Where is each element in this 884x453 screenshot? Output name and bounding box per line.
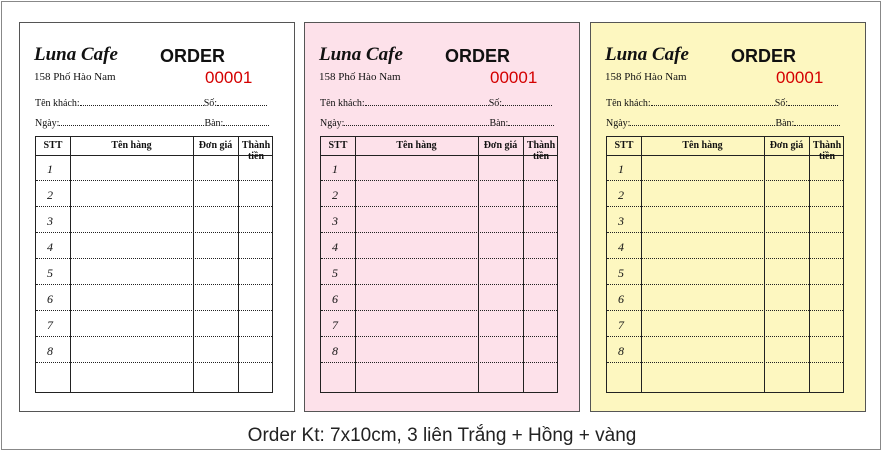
row-number: 7 [618,318,624,332]
row-number: 5 [618,266,624,280]
row-line [36,180,272,181]
row-line [607,206,843,207]
column-header: Thành tiền [241,140,271,162]
table-dots [794,116,840,126]
date-dots [344,116,489,126]
order-card-3 [590,22,866,412]
date-dots [630,116,775,126]
row-number: 8 [47,344,53,358]
row-line [607,284,843,285]
customer-field [320,96,552,109]
customer-field [606,96,838,109]
row-number: 3 [618,214,624,228]
row-line [321,310,557,311]
row-line [36,336,272,337]
no-label: Số: [488,98,503,109]
order-table [35,136,273,393]
column-header: Thành tiền [812,140,842,162]
order-title: ORDER [445,46,511,66]
customer-dots [80,96,204,106]
row-number: 4 [47,240,53,254]
row-number: 2 [618,188,624,202]
row-number: 8 [618,344,624,358]
row-line [36,284,272,285]
column-header: Tên hàng [682,140,723,151]
date-dots [59,116,204,126]
no-label: Số: [774,98,789,109]
date-field [35,116,269,129]
row-line [607,310,843,311]
table-header [36,137,272,162]
column-divider [478,137,479,392]
column-divider [355,137,356,392]
date-label: Ngày: [606,118,631,129]
row-line [607,258,843,259]
column-header: Đơn giá [483,140,518,151]
order-title: ORDER [731,46,797,66]
customer-dots [651,96,775,106]
column-divider [193,137,194,392]
row-number: 1 [47,162,53,176]
column-header: Đơn giá [769,140,804,151]
column-header: Tên hàng [396,140,437,151]
table-header [607,137,843,162]
column-divider [523,137,524,392]
column-divider [641,137,642,392]
brand-name: Luna Cafe [605,44,689,65]
table-dots [223,116,269,126]
date-field [320,116,554,129]
row-number: 8 [332,344,338,358]
row-number: 3 [47,214,53,228]
caption: Order Kt: 7x10cm, 3 liên Trắng + Hồng + vàng [247,425,637,446]
no-label: Số: [203,98,218,109]
order-title: ORDER [160,46,226,66]
customer-label: Tên khách: [320,98,365,109]
column-header: STT [614,140,634,151]
order-table [606,136,844,393]
row-number: 5 [47,266,53,280]
customer-dots [365,96,489,106]
table-label: Bàn: [775,118,795,129]
row-number: 7 [332,318,338,332]
row-line [321,232,557,233]
brand-name: Luna Cafe [34,44,118,65]
row-number: 4 [618,240,624,254]
column-divider [764,137,765,392]
row-line [36,258,272,259]
order-card-2 [304,22,580,412]
row-line [321,180,557,181]
column-header: Tên hàng [111,140,152,151]
row-line [321,362,557,363]
brand-name: Luna Cafe [319,44,403,65]
no-dots [788,96,838,106]
row-line [607,232,843,233]
column-header: Đơn giá [198,140,233,151]
column-divider [809,137,810,392]
row-number: 1 [332,162,338,176]
column-divider [238,137,239,392]
customer-label: Tên khách: [35,98,80,109]
column-header: Thành tiền [526,140,556,162]
row-number: 7 [47,318,53,332]
customer-label: Tên khách: [606,98,651,109]
address: 158 Phố Hào Nam [605,71,687,83]
date-label: Ngày: [320,118,345,129]
table-label: Bàn: [204,118,224,129]
no-dots [502,96,552,106]
row-number: 2 [332,188,338,202]
table-label: Bàn: [489,118,509,129]
order-number: 00001 [205,68,253,87]
order-number: 00001 [490,68,538,87]
row-number: 6 [47,292,53,306]
row-number: 3 [332,214,338,228]
row-line [321,336,557,337]
no-dots [217,96,267,106]
row-line [36,232,272,233]
order-card-1 [19,22,295,412]
row-number: 5 [332,266,338,280]
row-line [321,284,557,285]
order-number: 00001 [776,68,824,87]
address: 158 Phố Hào Nam [34,71,116,83]
address: 158 Phố Hào Nam [319,71,401,83]
row-number: 4 [332,240,338,254]
column-header: STT [328,140,348,151]
row-line [321,258,557,259]
row-line [607,336,843,337]
table-header [321,137,557,162]
column-header: STT [43,140,63,151]
row-line [607,362,843,363]
row-number: 6 [618,292,624,306]
column-divider [70,137,71,392]
row-line [36,206,272,207]
row-line [36,362,272,363]
row-line [607,180,843,181]
row-number: 1 [618,162,624,176]
date-label: Ngày: [35,118,60,129]
table-dots [508,116,554,126]
date-field [606,116,840,129]
row-number: 6 [332,292,338,306]
row-number: 2 [47,188,53,202]
customer-field [35,96,267,109]
row-line [321,206,557,207]
row-line [36,310,272,311]
order-table [320,136,558,393]
